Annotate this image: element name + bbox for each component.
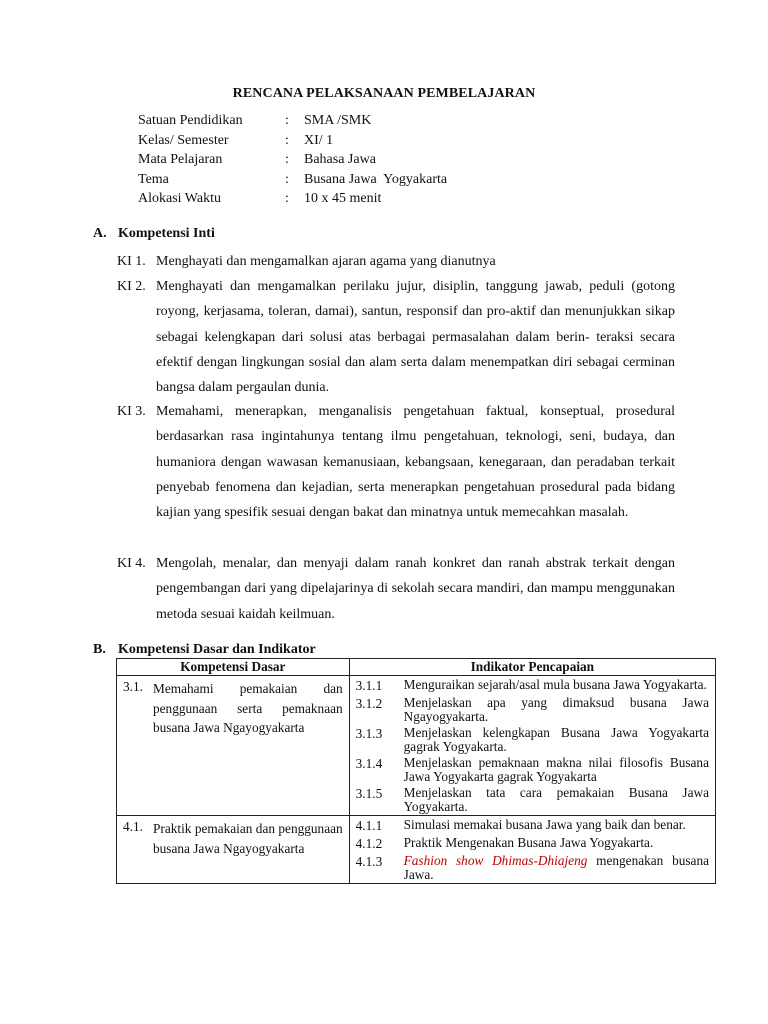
section-title: Kompetensi Inti	[118, 226, 215, 241]
indicator-number: 3.1.3	[355, 726, 383, 741]
indicator-cell	[349, 816, 715, 884]
indicator-number: 3.1.2	[355, 696, 383, 711]
indicator-item	[356, 756, 709, 783]
table-row	[117, 816, 716, 884]
meta-label: Alokasi Waktu	[138, 191, 221, 206]
meta-label: Tema	[138, 171, 169, 187]
meta-value: 10 x 45 menit	[304, 191, 382, 206]
indicator-item	[356, 696, 709, 723]
ki-1	[117, 249, 675, 274]
ki-number: KI 3.	[117, 404, 146, 419]
meta-colon: :	[285, 152, 289, 167]
ki-3	[117, 399, 675, 525]
indicator-number: 4.1.1	[355, 818, 383, 833]
indicator-item	[356, 854, 709, 881]
ki-text: Memahami, menerapkan, menganalisis pengetahuan faktual, konseptual, prosedural berdasarkan rasa ingintahunya tentang ilmu pengetahuan, teknologi, seni, budaya, dan humaniora dengan wawasan kemanusiaan, kebangsaan, kenegaraan, dan peradaban terkait penyebab fenomena dan kejadian, serta menerapkan pengetahuan prosedural pada bidang kajian yang spesifik sesuai dengan bakat dan minatnya untuk memecahkan masalah.	[156, 404, 675, 521]
meta-colon: :	[285, 191, 289, 206]
column-header: Indikator Pencapaian	[349, 659, 715, 676]
indicator-text: Menjelaskan tata cara pemakaian Busana Jawa Yogyakarta.	[403, 785, 709, 814]
section-letter: A.	[93, 226, 107, 241]
kd-number: 4.1.	[123, 819, 143, 834]
ki-text: Mengolah, menalar, dan menyaji dalam ranah konkret dan ranah abstrak terkait dengan pengembangan dari yang dipelajarinya di sekolah secara mandiri, dan mampu menggunakan metoda sesuai kaidah keilmuan.	[156, 556, 675, 622]
table-row	[117, 676, 716, 816]
ki-4	[117, 551, 675, 627]
column-header: Kompetensi Dasar	[117, 659, 350, 676]
meta-value: Bahasa Jawa	[304, 152, 376, 167]
indicator-number: 3.1.5	[355, 786, 383, 801]
indicator-text	[404, 854, 709, 881]
table-header-row	[117, 659, 716, 676]
indicator-text: Menguraikan sejarah/asal mula busana Jawa Yogyakarta.	[403, 677, 707, 692]
ki-text: Menghayati dan mengamalkan ajaran agama yang dianutnya	[156, 254, 496, 269]
ki-number: KI 4.	[117, 556, 146, 571]
highlighted-text: Fashion show Dhimas-Dhiajeng	[403, 853, 588, 868]
indicator-cell	[349, 676, 715, 816]
indicator-text: Praktik Mengenakan Busana Jawa Yogyakarta.	[403, 835, 654, 850]
indicator-text: Menjelaskan apa yang dimaksud busana Jawa Ngayogyakarta.	[403, 695, 709, 724]
meta-value: XI/ 1	[304, 132, 334, 148]
indicator-number: 3.1.4	[355, 756, 383, 771]
ki-2	[117, 274, 675, 400]
ki-number: KI 1.	[117, 254, 146, 269]
meta-value: Busana Jawa Yogyakarta	[304, 171, 448, 187]
meta-label: Mata Pelajaran	[138, 152, 223, 167]
indicator-number: 4.1.2	[355, 836, 383, 851]
kd-text: Praktik pemakaian dan penggunaan busana Jawa Ngayogyakarta	[153, 821, 343, 856]
section-letter: B.	[93, 642, 106, 657]
meta-colon: :	[285, 171, 289, 187]
kd-cell	[117, 676, 350, 816]
indicator-item	[356, 836, 709, 851]
kd-number: 3.1.	[123, 679, 143, 694]
meta-colon: :	[285, 113, 289, 128]
ki-number: KI 2.	[117, 279, 146, 294]
meta-label: Satuan Pendidikan	[138, 113, 243, 128]
indicator-item	[356, 818, 709, 833]
competency-table	[116, 658, 716, 884]
kd-text: Memahami pemakaian dan penggunaan serta pemaknaan busana Jawa Ngayogyakarta	[153, 681, 343, 735]
kd-cell	[117, 816, 350, 884]
indicator-item	[356, 678, 709, 693]
meta-colon: :	[285, 132, 289, 148]
page-title: RENCANA PELAKSANAAN PEMBELAJARAN	[232, 86, 536, 101]
indicator-item	[356, 786, 709, 813]
indicator-text: Menjelaskan kelengkapan Busana Jawa Yogyakarta gagrak Yogyakarta.	[403, 725, 709, 754]
indicator-text: Simulasi memakai busana Jawa yang baik dan benar.	[403, 817, 686, 832]
section-title: Kompetensi Dasar dan Indikator	[118, 642, 316, 657]
indicator-number: 3.1.1	[355, 678, 383, 693]
ki-text: Menghayati dan mengamalkan perilaku jujur, disiplin, tanggung jawab, peduli (gotong royong, kerjasama, toleran, damai), santun, responsif dan pro-aktif dan menunjukkan sikap sebagai kelengkapan dari solusi atas berbagai permasalahan dalam berin- teraksi secara efektif dengan lingkungan sosial dan alam serta dalam menempatkan diri sebagai cerminan bangsa dalam pergaulan dunia.	[156, 279, 675, 396]
meta-label: Kelas/ Semester	[138, 132, 229, 148]
indicator-number: 4.1.3	[355, 854, 383, 869]
indicator-text-rest: mengenakan busana Jawa.	[403, 853, 709, 882]
indicator-item	[356, 726, 709, 753]
indicator-text: Menjelaskan pemaknaan makna nilai filosofis Busana Jawa Yogyakarta gagrak Yogyakarta	[403, 755, 709, 784]
meta-value: SMA /SMK	[304, 113, 372, 128]
